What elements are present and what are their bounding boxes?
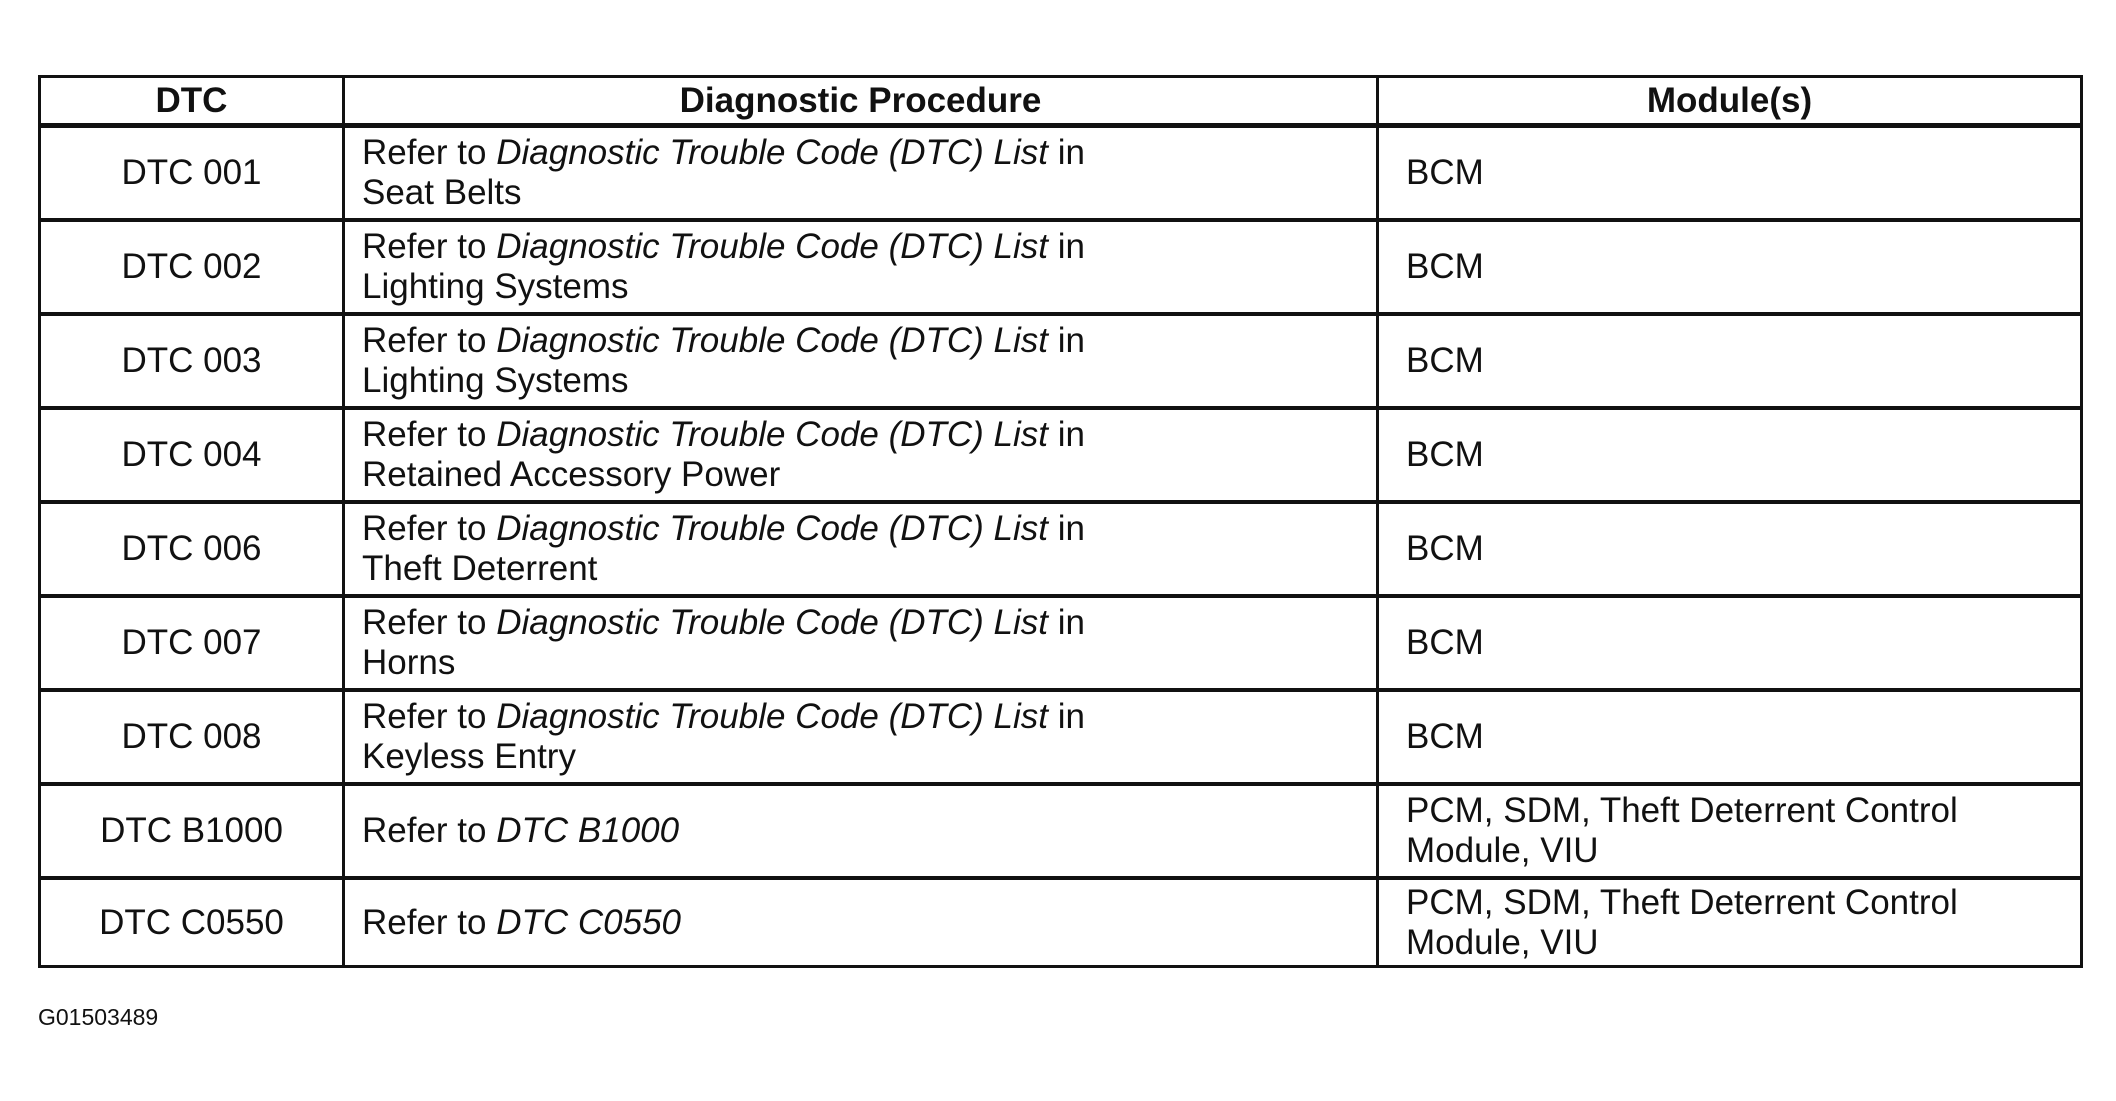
modules-cell: BCM — [1378, 690, 2082, 784]
header-dtc: DTC — [40, 77, 344, 126]
diagnostic-procedure — [344, 126, 1378, 221]
procedure-prefix: Refer to — [362, 133, 497, 172]
procedure-prefix: Refer to — [362, 811, 497, 850]
procedure-reference: DTC B1000 — [496, 811, 680, 850]
table-row — [40, 878, 2082, 967]
dtc-code: DTC 008 — [40, 690, 344, 784]
dtc-code: DTC 002 — [40, 220, 344, 314]
diagnostic-procedure — [344, 220, 1378, 314]
table-header-row — [40, 77, 2082, 126]
procedure-reference: Diagnostic Trouble Code (DTC) List — [496, 133, 1048, 172]
table-row — [40, 408, 2082, 502]
procedure-reference: Diagnostic Trouble Code (DTC) List — [496, 509, 1048, 548]
dtc-code: DTC B1000 — [40, 784, 344, 878]
modules-cell: BCM — [1378, 502, 2082, 596]
modules-cell: BCM — [1378, 408, 2082, 502]
dtc-code: DTC 001 — [40, 126, 344, 221]
procedure-reference: DTC C0550 — [496, 902, 682, 942]
procedure-prefix: Refer to — [362, 697, 497, 736]
diagnostic-procedure — [344, 408, 1378, 502]
dtc-code: DTC 004 — [40, 408, 344, 502]
procedure-prefix: Refer to — [362, 321, 497, 360]
dtc-table — [38, 75, 2083, 968]
modules-text: PCM, SDM, Theft Deterrent Control Module, VIU — [1406, 882, 1958, 962]
procedure-suffix: in Lighting Systems — [362, 321, 1085, 400]
table-row — [40, 596, 2082, 690]
header-diagnostic-procedure: Diagnostic Procedure — [344, 77, 1378, 126]
diagnostic-procedure — [344, 596, 1378, 690]
modules-cell: BCM — [1378, 126, 2082, 221]
diagnostic-procedure — [344, 878, 1378, 967]
procedure-reference: Diagnostic Trouble Code (DTC) List — [496, 603, 1048, 642]
diagnostic-procedure — [344, 502, 1378, 596]
procedure-prefix: Refer to — [362, 415, 497, 454]
procedure-reference: Diagnostic Trouble Code (DTC) List — [496, 415, 1048, 454]
figure-id: G01503489 — [38, 1004, 159, 1030]
header-modules: Module(s) — [1378, 77, 2082, 126]
dtc-code: DTC C0550 — [40, 878, 344, 967]
procedure-reference: Diagnostic Trouble Code (DTC) List — [496, 321, 1048, 360]
modules-cell: BCM — [1378, 596, 2082, 690]
procedure-prefix: Refer to — [362, 227, 497, 266]
table-row — [40, 126, 2082, 221]
procedure-reference: Diagnostic Trouble Code (DTC) List — [496, 697, 1048, 736]
procedure-prefix: Refer to — [362, 509, 497, 548]
modules-cell: BCM — [1378, 220, 2082, 314]
dtc-code: DTC 006 — [40, 502, 344, 596]
procedure-prefix: Refer to — [362, 902, 497, 942]
modules-cell — [1378, 784, 2082, 878]
dtc-code: DTC 003 — [40, 314, 344, 408]
modules-text: PCM, SDM, Theft Deterrent Control Module, VIU — [1406, 791, 1958, 870]
table-row — [40, 690, 2082, 784]
diagnostic-procedure — [344, 784, 1378, 878]
diagnostic-procedure — [344, 690, 1378, 784]
table-row — [40, 502, 2082, 596]
dtc-code: DTC 007 — [40, 596, 344, 690]
modules-cell — [1378, 878, 2082, 967]
procedure-suffix: in Lighting Systems — [362, 227, 1085, 306]
procedure-prefix: Refer to — [362, 603, 497, 642]
table-row — [40, 220, 2082, 314]
procedure-suffix: in Keyless Entry — [362, 697, 1085, 776]
table-row — [40, 314, 2082, 408]
modules-cell: BCM — [1378, 314, 2082, 408]
procedure-reference: Diagnostic Trouble Code (DTC) List — [496, 227, 1048, 266]
procedure-suffix: in Retained Accessory Power — [362, 415, 1085, 494]
procedure-suffix: in Horns — [362, 603, 1085, 682]
table-row — [40, 784, 2082, 878]
procedure-suffix: in Seat Belts — [362, 133, 1085, 212]
diagnostic-procedure — [344, 314, 1378, 408]
procedure-suffix: in Theft Deterrent — [362, 509, 1085, 588]
